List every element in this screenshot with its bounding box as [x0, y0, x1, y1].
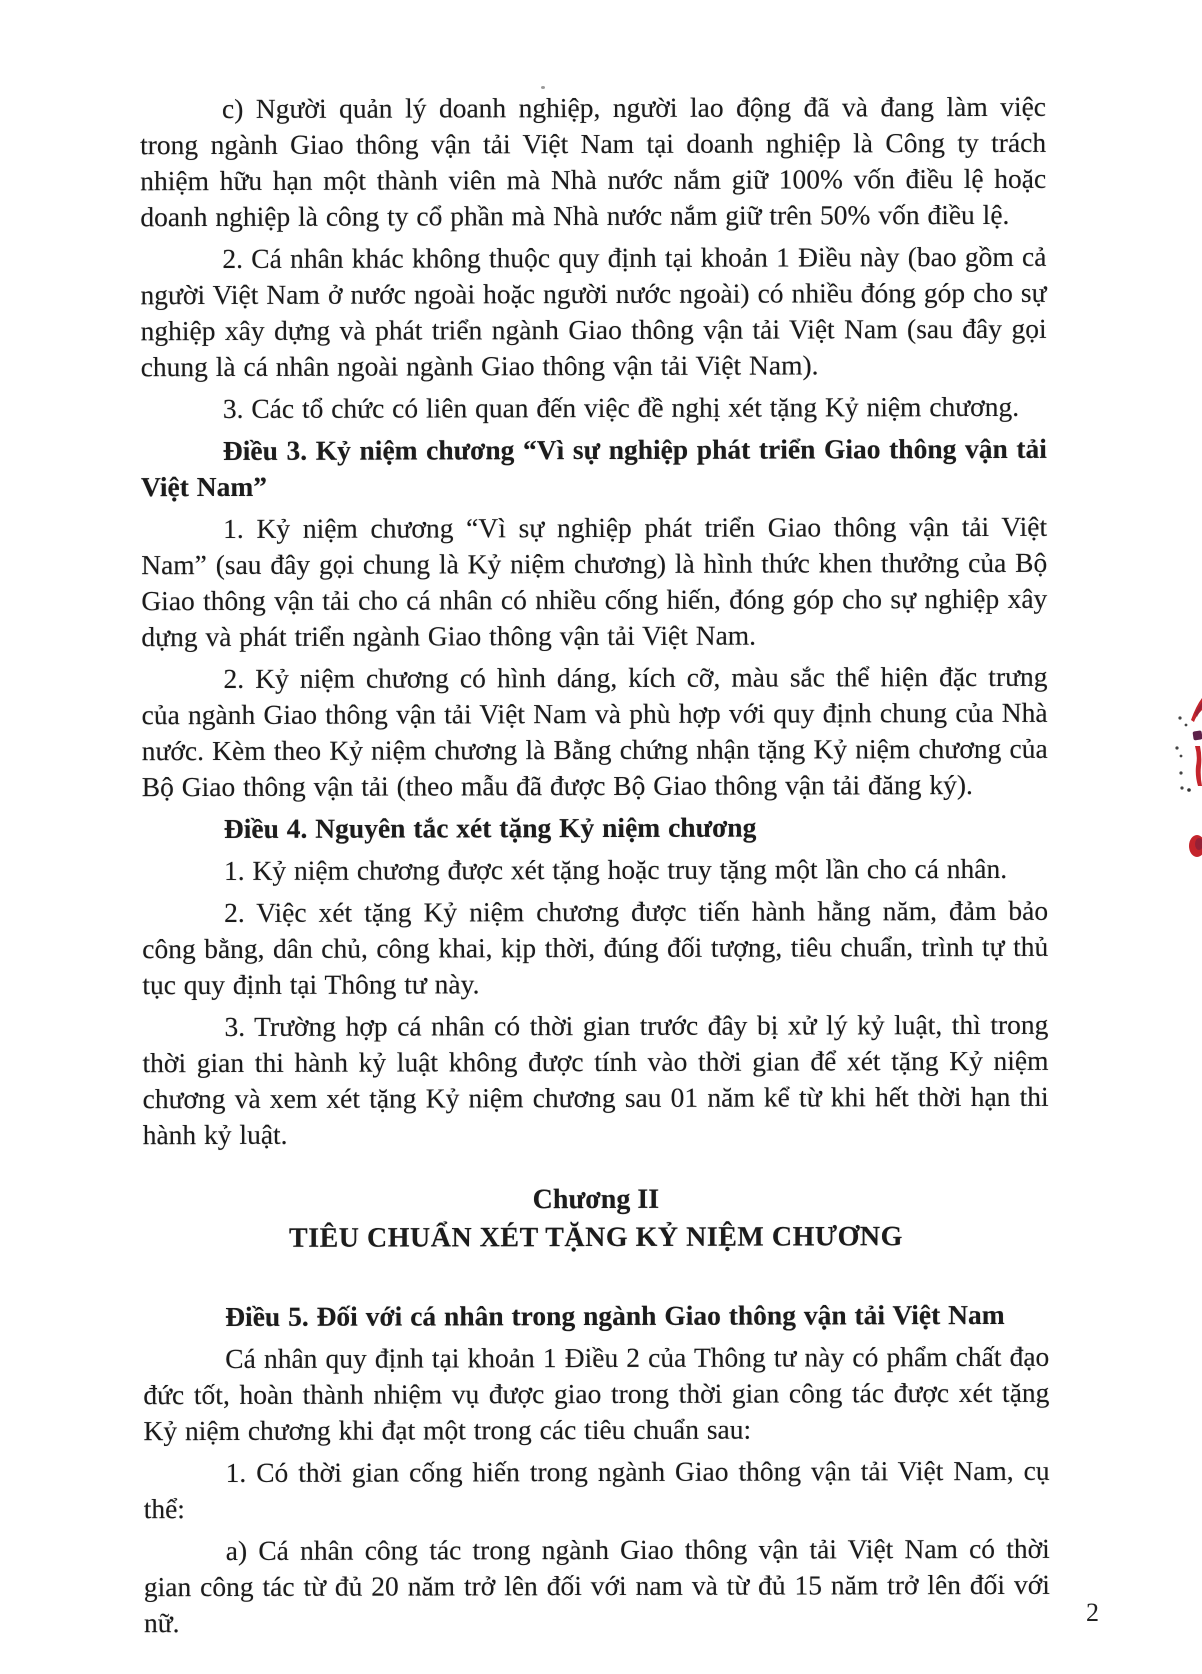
paragraph-clause-2: 2. Cá nhân khác không thuộc quy định tại khoản 1 Điều này (bao gồm cả người Việt Nam ở nước ngoài hoặc người nước ngoài) có nhiều đóng góp cho sự nghiệp xây dựng và phát triển ngành Giao thông vận tải Việt Nam (sau đây gọi chung là cá nhân ngoài ngành Giao thông vận tải Việt Nam).	[140, 240, 1047, 383]
document-body	[140, 89, 1050, 1647]
article-4-clause-1: 1. Kỷ niệm chương được xét tặng hoặc truy tặng một lần cho cá nhân.	[223, 852, 1008, 886]
article-3-heading: Điều 3. Kỷ niệm chương “Vì sự nghiệp phát triển Giao thông vận tải Việt Nam”	[140, 432, 1047, 503]
article-5-item-a: a) Cá nhân công tác trong ngành Giao thông vận tải Việt Nam có thời gian công tác từ đủ 20 năm trở lên đối với nam và từ đủ 15 năm trở lên đối với nữ.	[143, 1532, 1050, 1639]
red-ink-edge-marks	[1162, 630, 1202, 870]
dark-dash	[1192, 730, 1202, 740]
scan-speck	[541, 86, 545, 89]
chapter-2-title: TIÊU CHUẨN XÉT TẶNG KỶ NIỆM CHƯƠNG	[288, 1221, 903, 1254]
chapter-2-heading: Chương II	[532, 1183, 660, 1216]
article-4-heading: Điều 4. Nguyên tắc xét tặng Kỷ niệm chương	[223, 811, 757, 844]
page-number: 2	[1086, 1598, 1099, 1627]
paragraph-item-c: c) Người quản lý doanh nghiệp, người lao động đã và đang làm việc trong ngành Giao thông vận tải Việt Nam tại doanh nghiệp là Công ty trách nhiệm hữu hạn một thành viên mà Nhà nước nắm giữ 100% vốn điều lệ hoặc doanh nghiệp là công ty cổ phần mà Nhà nước nắm giữ trên 50% vốn điều lệ.	[140, 90, 1047, 233]
article-4-clause-3: 3. Trường hợp cá nhân có thời gian trước đây bị xử lý kỷ luật, thì trong thời gian thi hành kỷ luật không được tính vào thời gian để xét tặng Kỷ niệm chương và xem xét tặng Kỷ niệm chương sau 01 năm kể từ khi hết thời hạn thi hành kỷ luật.	[142, 1008, 1049, 1151]
article-3-clause-1: 1. Kỷ niệm chương “Vì sự nghiệp phát triển Giao thông vận tải Việt Nam” (sau đây gọi chung là Kỷ niệm chương) là hình thức khen thưởng của Bộ Giao thông vận tải cho cá nhân có nhiều cống hiến, đóng góp cho sự nghiệp xây dựng và phát triển ngành Giao thông vận tải Việt Nam.	[141, 510, 1048, 653]
article-4-clause-2: 2. Việc xét tặng Kỷ niệm chương được tiến hành hằng năm, đảm bảo công bằng, dân chủ, công khai, kịp thời, đúng đối tượng, tiêu chuẩn, trình tự thủ tục quy định tại Thông tư này.	[142, 894, 1049, 1001]
article-3-clause-2: 2. Kỷ niệm chương có hình dáng, kích cỡ, màu sắc thể hiện đặc trưng của ngành Giao thông vận tải Việt Nam và phù hợp với quy định chung của Nhà nước. Kèm theo Kỷ niệm chương là Bằng chứng nhận tặng Kỷ niệm chương của Bộ Giao thông vận tải (theo mẫu đã được Bộ Giao thông vận tải đăng ký).	[141, 660, 1048, 803]
article-5-clause-1: 1. Có thời gian cống hiến trong ngành Giao thông vận tải Việt Nam, cụ thể:	[143, 1454, 1050, 1525]
article-5-heading: Điều 5. Đối với cá nhân trong ngành Giao thông vận tải Việt Nam	[225, 1298, 1005, 1332]
red-stroke-vertical	[1195, 746, 1202, 786]
article-5-intro: Cá nhân quy định tại khoản 1 Điều 2 của Thông tư này có phẩm chất đạo đức tốt, hoàn thành nhiệm vụ được giao trong thời gian công tác được xét tặng Kỷ niệm chương khi đạt một trong các tiêu chuẩn sau:	[143, 1340, 1050, 1447]
paragraph-clause-3: 3. Các tổ chức có liên quan đến việc đề nghị xét tặng Kỷ niệm chương.	[222, 390, 1020, 424]
